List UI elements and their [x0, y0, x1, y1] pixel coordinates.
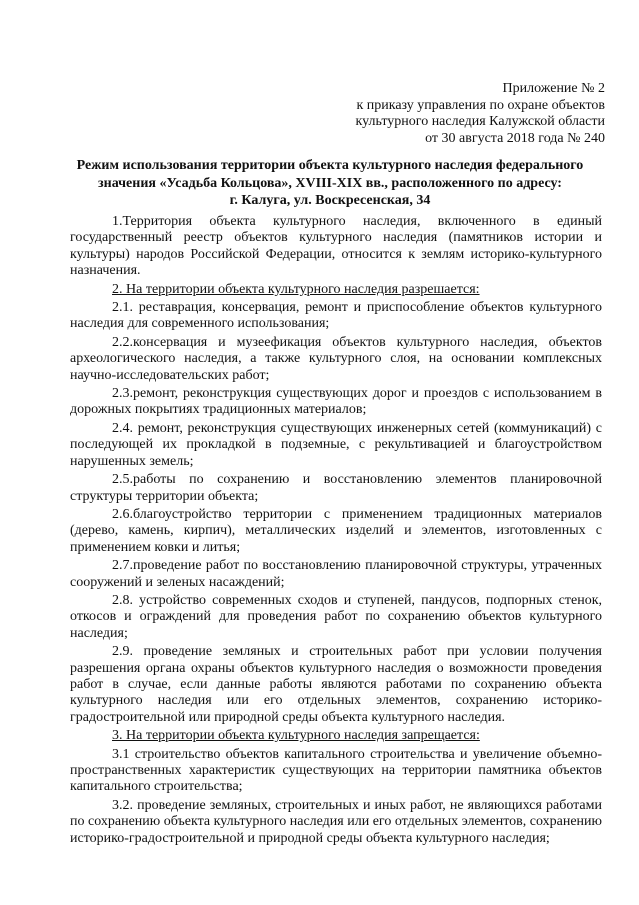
paragraph-2-3: 2.3.ремонт, реконструкция существующих дорог и проездов с использованием в дорожных покрытиях традиционных материалов;: [70, 386, 602, 418]
title-line-1: Режим использования территории объекта культурного наследия федерального: [76, 158, 584, 173]
annex-department-line: культурного наследия Калужской области: [355, 114, 605, 129]
paragraph-2-5: 2.5.работы по сохранению и восстановлению элементов планировочной структуры территории объекта;: [70, 472, 602, 504]
paragraph-2-1: 2.1. реставрация, консервация, ремонт и приспособление объектов культурного наследия для современного использования;: [70, 300, 602, 332]
document-body: [70, 214, 602, 849]
title-line-3: г. Калуга, ул. Воскресенская, 34: [229, 193, 431, 208]
section-2-heading: 2. На территории объекта культурного наследия разрешается:: [112, 281, 480, 297]
paragraph-2-7: 2.7.проведение работ по восстановлению планировочной структуры, утраченных сооружений и зеленых насаждений;: [70, 558, 602, 590]
annex-date-line: от 30 августа 2018 года № 240: [425, 130, 605, 146]
paragraph-1: 1.Территория объекта культурного наследия, включенного в единый государственный реестр объектов культурного наследия (памятников истории и культуры) народов Российской Федерации, относится к землям историко-культурного назначения.: [70, 214, 602, 279]
section-3-heading: 3. На территории объекта культурного наследия запрещается:: [112, 728, 480, 744]
paragraph-2-6: 2.6.благоустройство территории с применением традиционных материалов (дерево, камень, кирпич), металлических изделий и элементов, изготовленных с применением ковки и литья;: [70, 506, 602, 555]
title-line-2: значения «Усадьба Кольцова», XVIII-XIX вв., расположенного по адресу:: [98, 175, 562, 191]
annex-number: Приложение № 2: [502, 81, 605, 96]
paragraph-3-2: 3.2. проведение земляных, строительных и иных работ, не являющихся работами по сохранению объекта культурного наследия или его отдельных элементов, сохранению историко-градостроительной и природной среды объекта культурного наследия;: [70, 797, 602, 846]
paragraph-2-4: 2.4. ремонт, реконструкция существующих инженерных сетей (коммуникаций) с последующей их прокладкой в подземные, с рекультивацией и благоустройством нарушенных земель;: [70, 420, 602, 469]
paragraph-2-8: 2.8. устройство современных сходов и ступеней, пандусов, подпорных стенок, откосов и ограждений для проведения работ по сохранению объектов культурного наследия;: [70, 592, 602, 641]
annex-block: [356, 81, 605, 147]
paragraph-2-2: 2.2.консервация и музеефикация объектов культурного наследия, объектов археологического наследия, а также культурного слоя, на основании комплексных научно-исследовательских работ;: [70, 334, 602, 383]
paragraph-3-1: 3.1 строительство объектов капитального строительства и увеличение объемно-пространственных характеристик существующих на территории памятника объектов капитального строительства;: [70, 746, 602, 795]
document-title: [60, 157, 600, 210]
annex-order-line: к приказу управления по охране объектов: [356, 97, 605, 113]
paragraph-2-9: 2.9. проведение земляных и строительных работ при условии получения разрешения органа охраны объектов культурного наследия о возможности проведения работ в случае, если данные работы являются работами по сохранению объекта культурного наследия или его отдельных элементов, сохранению историко-градостроительной или природной среды объекта культурного наследия.: [70, 644, 602, 725]
